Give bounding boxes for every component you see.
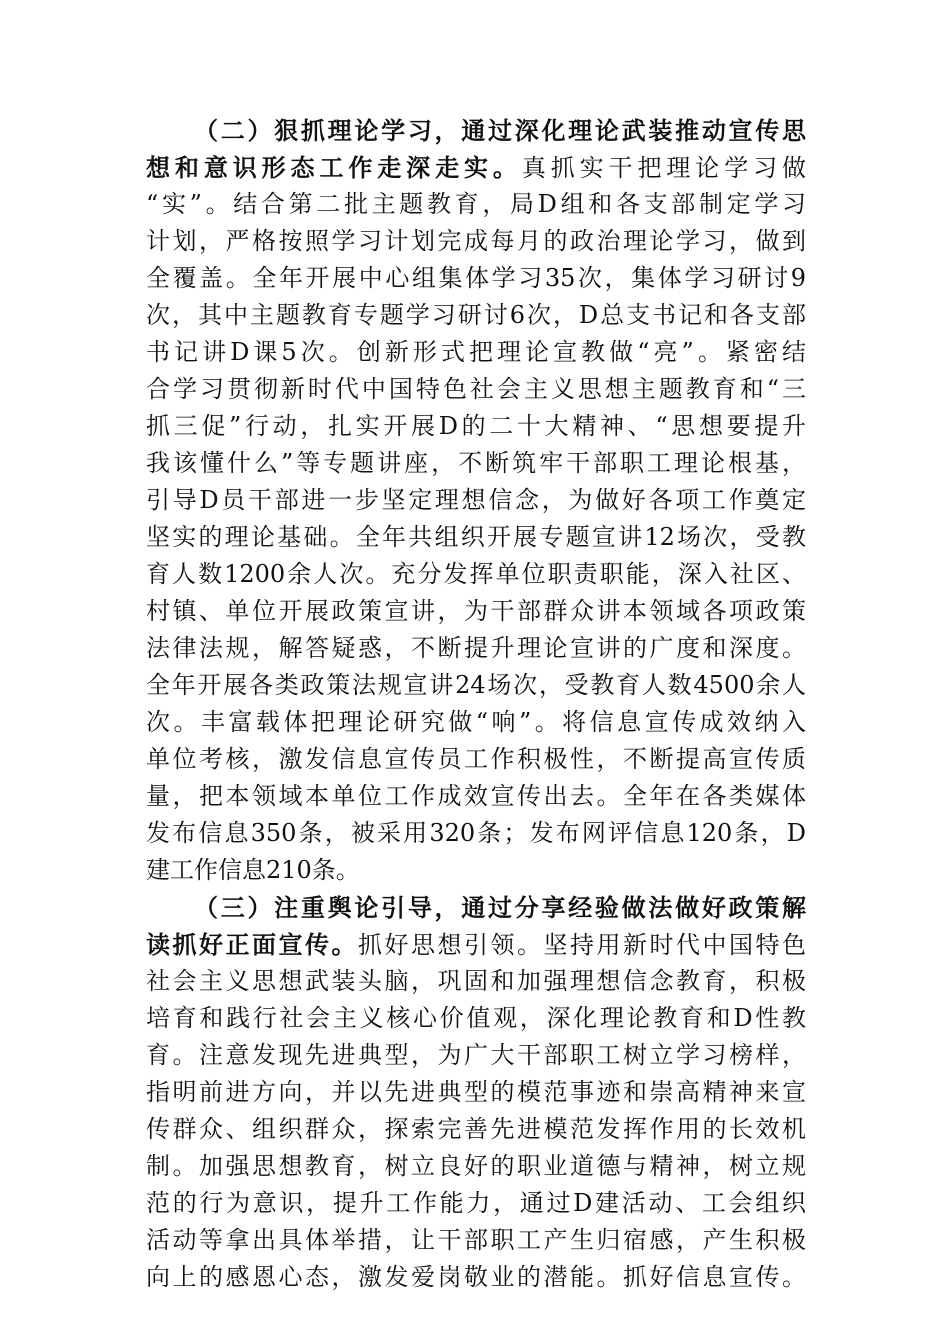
body-text: 计划，严格按照学习计划完成每月的政治理论学习，做到 [146, 227, 806, 255]
bold-heading-text: 读抓好正面宣传。 [146, 930, 358, 959]
text-line [146, 1259, 806, 1296]
body-text: 活动等拿出具体举措，让干部职工产生归宿感，产生积极 [146, 1226, 806, 1254]
body-text: 次。丰富载体把理论研究做“响”。将信息宣传成效纳入 [146, 708, 806, 736]
body-text: 育人数1200余人次。充分发挥单位职责职能，深入社区、 [146, 560, 806, 588]
text-line [146, 112, 806, 149]
body-text: 范的行为意识，提升工作能力，通过D建活动、工会组织 [146, 1189, 806, 1217]
body-text: 建工作信息210条。 [146, 856, 360, 884]
body-text: 培育和践行社会主义核心价值观，深化理论教育和D性教 [146, 1004, 806, 1032]
body-text: 全覆盖。全年开展中心组集体学习35次，集体学习研讨9 [146, 264, 806, 292]
text-line [146, 667, 806, 704]
text-line [146, 1111, 806, 1148]
body-text: 真抓实干把理论学习做 [521, 154, 806, 182]
text-line [146, 741, 806, 778]
body-text: 法律法规，解答疑惑，不断提升理论宣讲的广度和深度。 [146, 634, 806, 662]
text-line [146, 408, 806, 445]
text-line [146, 371, 806, 408]
text-line [146, 445, 806, 482]
paragraph [146, 889, 806, 1296]
body-text: 坚实的理论基础。全年共组织开展专题宣讲12场次，受教 [146, 523, 806, 551]
text-line [146, 149, 806, 186]
body-text: “实”。结合第二批主题教育，局D组和各支部制定学习 [146, 190, 806, 218]
body-text: 抓好思想引领。坚持用新时代中国特色 [358, 931, 806, 959]
text-line [146, 1185, 806, 1222]
body-text: 社会主义思想武装头脑，巩固和加强理想信念教育，积极 [146, 967, 806, 995]
body-text: 量，把本领域本单位工作成效宣传出去。全年在各类媒体 [146, 782, 806, 810]
body-text: 制。加强思想教育，树立良好的职业道德与精神，树立规 [146, 1152, 806, 1180]
body-text: 书记讲D课5次。创新形式把理论宣教做“亮”。紧密结 [146, 338, 806, 366]
text-line [146, 1037, 806, 1074]
body-text: 次，其中主题教育专题学习研讨6次，D总支书记和各支部 [146, 301, 806, 329]
text-line [146, 926, 806, 963]
body-text: 我该懂什么”等专题讲座，不断筑牢干部职工理论根基， [146, 449, 806, 477]
document-page [146, 112, 806, 1296]
body-text: 抓三促”行动，扎实开展D的二十大精神、“思想要提升 [146, 412, 806, 440]
text-line [146, 852, 806, 889]
body-text: 村镇、单位开展政策宣讲，为干部群众讲本领域各项政策 [146, 597, 806, 625]
text-line [146, 1074, 806, 1111]
text-line [146, 704, 806, 741]
body-text: 单位考核，激发信息宣传员工作积极性，不断提高宣传质 [146, 745, 806, 773]
body-text: 育。注意发现先进典型，为广大干部职工树立学习榜样， [146, 1041, 806, 1069]
text-line [146, 889, 806, 926]
text-line [146, 963, 806, 1000]
text-line [146, 297, 806, 334]
text-line [146, 556, 806, 593]
text-line [146, 223, 806, 260]
text-line [146, 630, 806, 667]
text-line [146, 482, 806, 519]
text-line [146, 778, 806, 815]
body-text: 指明前进方向，并以先进典型的模范事迹和崇高精神来宣 [146, 1078, 806, 1106]
text-line [146, 1222, 806, 1259]
text-line [146, 593, 806, 630]
body-text: 向上的感恩心态，激发爱岗敬业的潜能。抓好信息宣传。 [146, 1263, 806, 1291]
bold-heading-text: （二）狠抓理论学习，通过深化理论武装推动宣传思 [194, 116, 806, 145]
text-line [146, 519, 806, 556]
body-text: 发布信息350条，被采用320条；发布网评信息120条，D [146, 819, 806, 847]
body-text: 全年开展各类政策法规宣讲24场次，受教育人数4500余人 [146, 671, 806, 699]
text-line [146, 815, 806, 852]
bold-heading-text: 想和意识形态工作走深走实。 [146, 153, 522, 182]
paragraph [146, 112, 806, 889]
body-text: 引导D员干部进一步坚定理想信念，为做好各项工作奠定 [146, 486, 806, 514]
body-text: 合学习贯彻新时代中国特色社会主义思想主题教育和“三 [146, 375, 806, 403]
bold-heading-text: （三）注重舆论引导，通过分享经验做法做好政策解 [194, 893, 806, 922]
body-text: 传群众、组织群众，探索完善先进模范发挥作用的长效机 [146, 1115, 806, 1143]
text-line [146, 260, 806, 297]
text-line [146, 1148, 806, 1185]
text-line [146, 186, 806, 223]
text-line [146, 1000, 806, 1037]
text-line [146, 334, 806, 371]
